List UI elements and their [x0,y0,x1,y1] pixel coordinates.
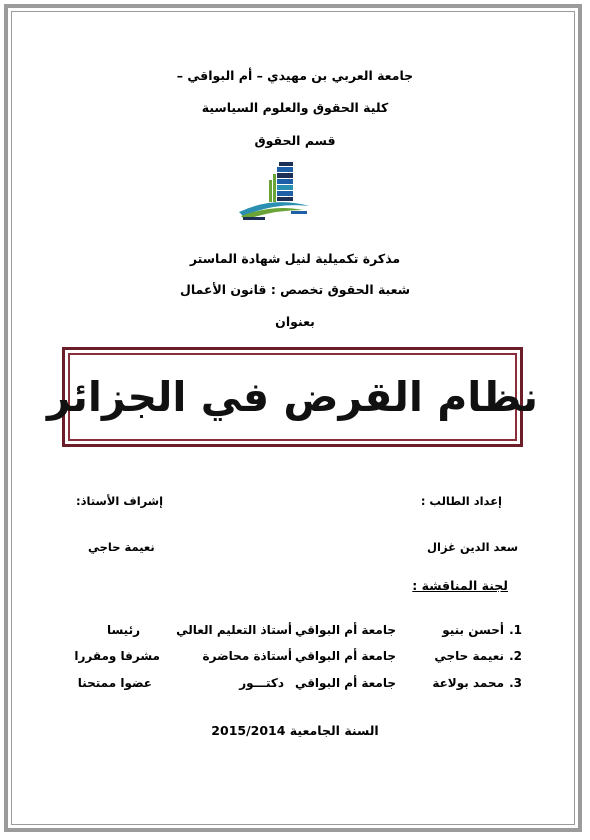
member-name: محمد بولاعة [432,676,504,690]
member-rank: دكتـــور [239,676,284,690]
thesis-title: نظام القرض في الجزائر [47,373,538,421]
member-number: 2. [509,649,522,663]
faculty-name: كلية الحقوق والعلوم السياسية [201,100,389,115]
university-name: جامعة العربي بن مهيدي – أم البواقي – [176,68,414,83]
member-rank: أستاذة محاضرة [202,649,292,663]
supervisor-name: نعيمة حاجي [88,540,155,554]
committee-row [0,622,590,638]
thesis-branch: شعبة الحقوق تخصص : قانون الأعمال [180,282,410,297]
committee-row [0,648,590,664]
academic-year: السنة الجامعية 2015/2014 [211,723,379,738]
member-rank: أستاذ التعليم العالي [176,623,292,637]
member-role: مشرفا ومقررا [74,649,160,663]
member-university: جامعة أم البواقي [294,649,396,663]
thesis-type: مذكرة تكميلية لنيل شهادة الماستر [189,251,401,266]
member-university: جامعة أم البواقي [294,623,396,637]
department-name: قسم الحقوق [254,133,336,148]
member-role: رئيسا [106,623,140,637]
thesis-title-box-inner [47,353,538,441]
committee-title: لجنة المناقشة : [412,578,508,593]
student-label: إعداد الطالب : [420,494,502,508]
member-university: جامعة أم البواقي [294,676,396,690]
title-intro: بعنوان [275,314,315,329]
student-name: سعد الدين غزال [427,540,518,554]
committee-row [0,675,590,691]
member-name: أحسن بنيو [442,623,504,637]
member-role: عضوا ممتحنا [77,676,152,690]
member-number: 3. [509,676,522,690]
member-name: نعيمة حاجي [434,649,504,663]
thesis-title-box [47,347,538,447]
member-number: 1. [509,623,522,637]
supervisor-label: إشراف الأستاذ: [76,494,164,508]
university-building-logo-icon [233,160,315,226]
